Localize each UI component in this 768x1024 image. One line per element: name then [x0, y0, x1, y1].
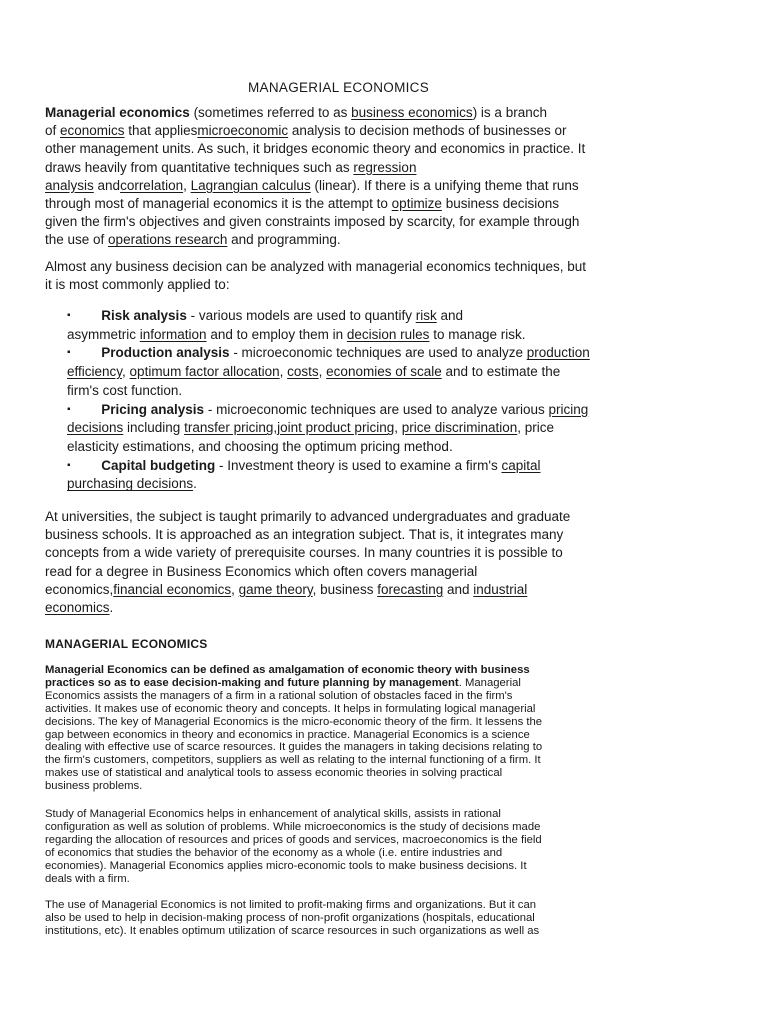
- list-text: - Investment theory is used to examine a firm's: [215, 457, 502, 473]
- universities-line: read for a degree in Business Economics which often covers managerial: [45, 563, 478, 579]
- link-industrial-economics[interactable]: industrial: [473, 581, 528, 597]
- link-production-efficiency[interactable]: production: [526, 345, 590, 361]
- link-lagrangian-calculus[interactable]: Lagrangian calculus: [190, 177, 311, 193]
- link-regression-analysis[interactable]: regression: [353, 159, 417, 175]
- use-line: institutions, etc). It enables optimum utilization of scarce resources in such organizations as well as: [45, 924, 540, 937]
- intro-text: draws heavily from quantitative techniques such as: [45, 159, 354, 175]
- intro-text: and programming.: [227, 232, 341, 248]
- intro-line: given the firm's objectives and given constraints imposed by scarcity, for example through: [45, 214, 580, 230]
- universities-line: concepts from a wide variety of prerequisite courses. In many countries it is possible to: [45, 545, 563, 561]
- list-text: ,: [279, 364, 288, 380]
- definition-bold: practices so as to ease decision-making and future planning by management: [45, 676, 459, 689]
- list-text: ,: [122, 364, 130, 380]
- definition-line: Economics assists the managers of a firm in a rational solution of obstacles faced in the firm's: [45, 689, 513, 702]
- list-text: - microeconomic techniques are used to analyze various: [204, 401, 549, 417]
- use-line: The use of Managerial Economics is not limited to profit-making firms and organizations. But it can: [45, 899, 537, 911]
- definition-line: activities. It makes use of economic theory and concepts. It helps in formulating logical managerial: [45, 702, 536, 715]
- universities-paragraph: [45, 508, 665, 617]
- universities-text: , business: [312, 581, 378, 597]
- definition-line: decisions. The key of Managerial Economics is the micro-economic theory of the firm. It lessens the: [45, 715, 543, 728]
- universities-line: business schools. It is approached as an integration subject. That is, it integrates many: [45, 527, 564, 543]
- definition-line: makes use of statistical and analytical tools to assess economic theories in solving practical: [45, 767, 503, 780]
- list-text: ,: [318, 364, 327, 380]
- bullet-icon: ▪: [67, 403, 71, 415]
- intro-text: through most of managerial economics it is the attempt to: [45, 196, 392, 212]
- study-paragraph: [45, 808, 660, 885]
- list-item-title: Risk analysis: [101, 308, 187, 323]
- applied-line: Almost any business decision can be analyzed with managerial economics techniques, but: [45, 259, 587, 274]
- link-correlation[interactable]: correlation: [120, 177, 184, 193]
- intro-text: analysis to decision methods of businesses or: [288, 123, 567, 139]
- list-text: elasticity estimations, and choosing the optimum pricing method.: [67, 438, 453, 454]
- list-text: asymmetric: [67, 326, 140, 342]
- link-industrial-economics-cont[interactable]: economics: [45, 600, 110, 616]
- list-text: including: [123, 420, 185, 436]
- link-operations-research[interactable]: operations research: [108, 232, 228, 248]
- link-transfer-pricing[interactable]: transfer pricing: [184, 420, 274, 436]
- intro-text: ) is a branch: [472, 105, 547, 120]
- link-capital-purchasing-decisions[interactable]: capital: [501, 457, 541, 473]
- list-text: to manage risk.: [429, 326, 526, 342]
- intro-bold-term: Managerial economics: [45, 105, 190, 120]
- list-text: ,: [273, 420, 278, 436]
- list-item-title: Pricing analysis: [101, 401, 205, 417]
- definition-bold: Managerial Economics can be defined as amalgamation of economic theory with business: [45, 664, 530, 676]
- study-line: deals with a firm.: [45, 872, 130, 885]
- list-item-capital-budgeting: [45, 457, 665, 494]
- link-business-economics[interactable]: business economics: [351, 105, 473, 120]
- intro-text: the use of: [45, 232, 109, 248]
- definition-text: . Managerial: [458, 676, 521, 689]
- study-line: Study of Managerial Economics helps in enhancement of analytical skills, assists in rational: [45, 808, 501, 820]
- list-item-risk-analysis: [45, 307, 665, 344]
- universities-text: .: [109, 600, 114, 616]
- link-optimize[interactable]: optimize: [391, 196, 442, 212]
- list-text: - various models are used to quantify: [186, 308, 416, 323]
- list-text: and to estimate the: [441, 364, 561, 380]
- link-information[interactable]: information: [139, 326, 207, 342]
- study-line: economies). Managerial Economics applies micro-economic tools to make business decisions. It: [45, 859, 527, 872]
- link-economies-of-scale[interactable]: economies of scale: [326, 364, 442, 380]
- list-text: , price: [517, 420, 555, 436]
- definition-line: gap between economics in theory and economics in practice. Managerial Economics is a science: [45, 728, 530, 741]
- link-costs[interactable]: costs: [287, 364, 319, 380]
- use-line: also be used to help in decision-making process of non-profit organizations (hospitals, educational: [45, 911, 535, 924]
- universities-text: ,: [231, 581, 239, 597]
- link-forecasting[interactable]: forecasting: [377, 581, 444, 597]
- study-line: configuration as well as solution of problems. While microeconomics is the study of decisions made: [45, 820, 541, 833]
- applied-line: it is most commonly applied to:: [45, 277, 230, 293]
- definition-line: business problems.: [45, 780, 143, 793]
- link-pricing-decisions-cont[interactable]: decisions: [67, 420, 124, 436]
- list-text: and to employ them in: [206, 326, 347, 342]
- link-regression-analysis-cont[interactable]: analysis: [45, 177, 94, 193]
- link-capital-purchasing-decisions-cont[interactable]: purchasing decisions: [67, 476, 194, 492]
- intro-text: (sometimes referred to as: [189, 105, 352, 120]
- bullet-icon: ▪: [67, 310, 71, 321]
- link-financial-economics[interactable]: financial economics: [113, 581, 232, 597]
- link-pricing-decisions[interactable]: pricing: [548, 401, 589, 417]
- section-heading: MANAGERIAL ECONOMICS: [45, 637, 208, 651]
- link-joint-product-pricing[interactable]: joint product pricing: [277, 420, 395, 436]
- list-item-title: Production analysis: [101, 345, 230, 361]
- link-microeconomic[interactable]: microeconomic: [197, 123, 289, 139]
- definition-paragraph: [45, 664, 660, 793]
- list-text: ,: [394, 420, 402, 436]
- intro-text: that applies: [124, 123, 198, 139]
- study-line: regarding the allocation of resources and prices of goods and services, macroeconomics is the field: [45, 833, 542, 846]
- definition-line: the firm's customers, competitors, suppliers as well as relating to the internal functioning of a firm. It: [45, 754, 541, 767]
- intro-line: other management units. As such, it bridges economic theory and economics in practice. It: [45, 141, 586, 157]
- page-title: MANAGERIAL ECONOMICS: [248, 80, 430, 95]
- applied-paragraph: [45, 258, 665, 294]
- intro-text: business decisions: [441, 196, 560, 212]
- universities-text: and: [443, 581, 474, 597]
- link-decision-rules[interactable]: decision rules: [346, 326, 430, 342]
- list-text: .: [193, 476, 197, 492]
- link-game-theory[interactable]: game theory: [238, 581, 313, 597]
- list-item-pricing-analysis: [45, 401, 665, 457]
- list-text: and: [436, 308, 463, 323]
- list-text: firm's cost function.: [67, 382, 183, 398]
- application-list: [45, 307, 665, 494]
- bullet-icon: ▪: [67, 347, 71, 359]
- definition-line: dealing with effective use of scarce resources. It guides the managers in taking decisions relating to: [45, 741, 543, 754]
- link-economics[interactable]: economics: [60, 123, 125, 139]
- bullet-icon: ▪: [67, 459, 71, 471]
- use-paragraph: [45, 899, 660, 938]
- intro-text: of: [45, 123, 61, 139]
- link-production-efficiency-cont[interactable]: efficiency: [67, 364, 123, 380]
- intro-text: (linear). If there is a unifying theme that runs: [310, 177, 579, 193]
- list-text: - microeconomic techniques are used to analyze: [229, 345, 527, 361]
- intro-text: and: [93, 177, 121, 193]
- list-item-production-analysis: [45, 344, 665, 400]
- link-risk[interactable]: risk: [415, 308, 437, 323]
- intro-paragraph: [45, 104, 665, 250]
- study-line: of economics that studies the behavior of the economy as a whole (i.e. entire industries and: [45, 846, 503, 859]
- link-optimum-factor-allocation[interactable]: optimum factor allocation: [129, 364, 280, 380]
- list-item-title: Capital budgeting: [101, 457, 216, 473]
- intro-text: ,: [183, 177, 191, 193]
- universities-line: At universities, the subject is taught primarily to advanced undergraduates and graduate: [45, 509, 571, 524]
- universities-text: economics,: [45, 581, 114, 597]
- link-price-discrimination[interactable]: price discrimination: [401, 420, 518, 436]
